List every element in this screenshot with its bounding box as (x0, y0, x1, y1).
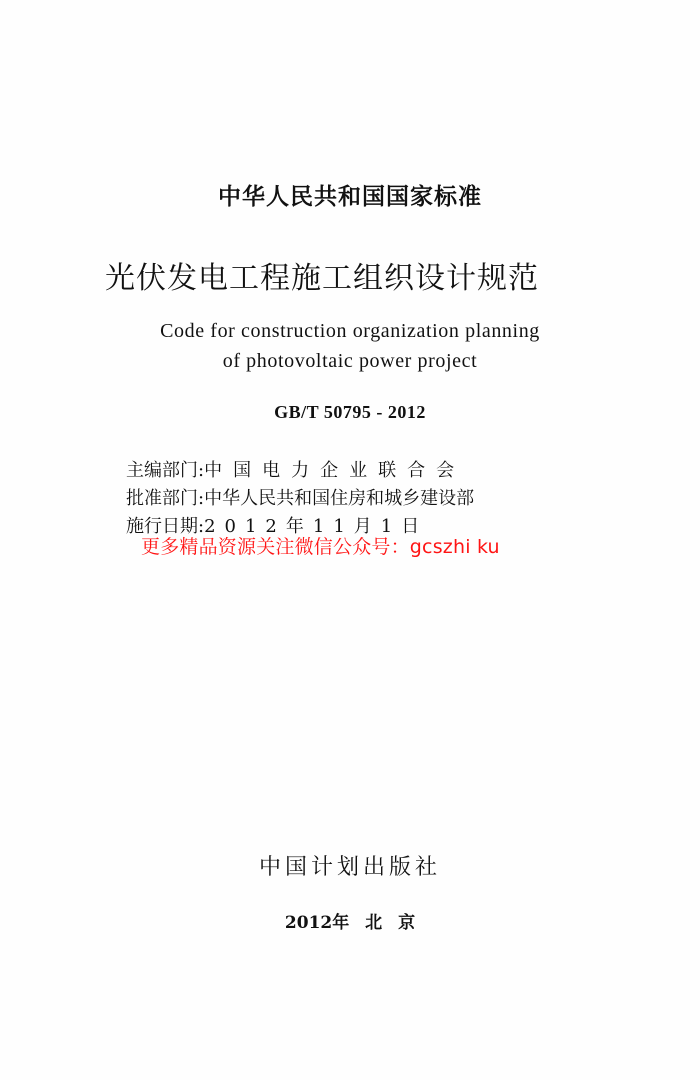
approval-row (126, 484, 474, 510)
approval-value: 中华人民共和国住房和城乡建设部 (204, 488, 475, 509)
chief-editor-row (126, 456, 465, 482)
chief-editor-value: 中国电力企业联合会 (204, 460, 466, 481)
watermark-text: 更多精品资源关注微信公众号：gcszhi ku (141, 536, 500, 558)
effective-date-label: 施行日期: (126, 516, 205, 537)
chief-editor-label: 主编部门: (126, 460, 205, 481)
approval-label: 批准部门: (126, 488, 205, 509)
effective-date-value: 2012年11月1日 (204, 516, 429, 537)
chinese-title: 光伏发电工程施工组织设计规范 (105, 261, 539, 296)
national-standard-heading: 中华人民共和国国家标准 (218, 184, 482, 210)
english-title-line-1: Code for construction organization planning (160, 320, 540, 342)
publication-year-place: 2012年 北 京 (284, 913, 416, 933)
standard-number: GB/T 50795 - 2012 (274, 402, 426, 422)
publisher-name: 中国计划出版社 (258, 855, 441, 880)
english-title-line-2: of photovoltaic power project (222, 350, 478, 372)
